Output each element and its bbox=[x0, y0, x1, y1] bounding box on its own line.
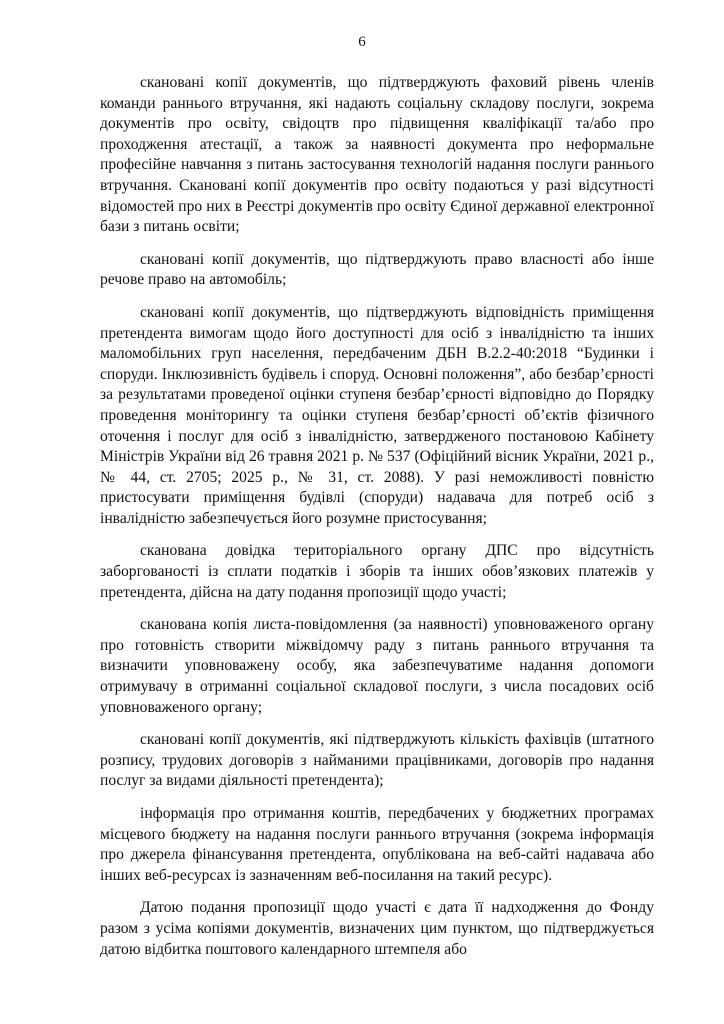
paragraph-tax-certificate: сканована довідка територіального органу ДПС про відсутність заборгованості із сплати податків і зборів та інших обов’язкових платежів у претендента, дійсна на дату подання пропозиції щодо участі; bbox=[100, 542, 654, 601]
paragraph-vehicle-ownership: скановані копії документів, що підтверджують право власності або інше речове право на автомобіль; bbox=[100, 250, 654, 289]
paragraph-education-documents: скановані копії документів, що підтверджують фаховий рівень членів команди раннього втручання, які надають соціальну складову послуги, зокрема документів про освіту, свідоцтв про підвищення кваліфікації та/або про проходження атестації, а також за наявності документа про неформальне професійне навчання з питань застосування технологій надання послуги раннього втручання. Скановані копії документів про освіту подаються у разі відсутності відомостей про них в Реєстрі документів про освіту Єдиної державної електронної бази з питань освіти; bbox=[100, 74, 654, 236]
paragraph-premises-accessibility: скановані копії документів, що підтверджують відповідність приміщення претендента вимогам щодо його доступності для осіб з інвалідністю та інших маломобільних груп населення, передбаченим ДБН В.2.2-40:2018 “Будинки і споруди. Інклюзивність будівель і споруд. Основні положення”, або безбар’єрності за результатами проведеної оцінки ступеня безбар’єрності відповідно до Порядку проведення моніторингу та оцінки ступеня безбар’єрності об’єктів фізичного оточення і послуг для осіб з інвалідністю, затвердженого постановою Кабінету Міністрів України від 26 травня 2021 р. № 537 (Офіційний вісник України, 2021 р., № 44, ст. 2705; 2025 р., № 31, ст. 2088). У разі неможливості повністю пристосувати приміщення будівлі (споруди) надавача для потреб осіб з інвалідністю забезпечується його розумне пристосування; bbox=[100, 303, 654, 527]
page-number: 6 bbox=[358, 34, 366, 50]
paragraph-staff-documents: скановані копії документів, які підтверджують кількість фахівців (штатного розпису, трудових договорів з найманими працівниками, договорів про надання послуг за видами діяльності претендента); bbox=[100, 731, 654, 790]
paragraph-funding-information: інформація про отримання коштів, передбачених у бюджетних програмах місцевого бюджету на надання послуги раннього втручання (зокрема інформація про джерела фінансування претендента, опублікована на веб-сайті надавача або інших веб-ресурсах із зазначенням веб-посилання на такий ресурс). bbox=[100, 805, 654, 884]
paragraph-submission-date: Датою подання пропозиції щодо участі є дата її надходження до Фонду разом з усіма копіями документів, визначених цим пунктом, що підтверджується датою відбитка поштового календарного штемпеля або bbox=[100, 899, 654, 958]
document-body bbox=[100, 73, 654, 972]
paragraph-notification-letter: сканована копія листа-повідомлення (за наявності) уповноваженого органу про готовність створити міжвідомчу раду з питань раннього втручання та визначити уповноважену особу, яка забезпечуватиме надання допомоги отримувачу в отриманні соціальної складової послуги, з числа посадових осіб уповноваженого органу; bbox=[100, 616, 654, 716]
